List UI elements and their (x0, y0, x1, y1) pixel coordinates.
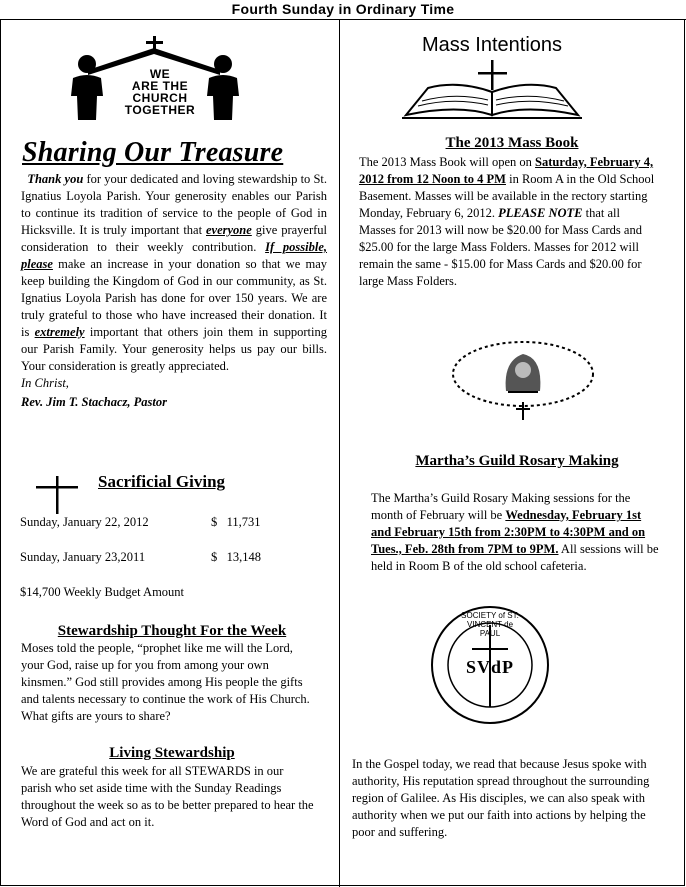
header-title: Fourth Sunday in Ordinary Time (231, 1, 455, 17)
massbook-body (359, 154, 659, 290)
giving-title (98, 471, 225, 493)
treasure-text-2: give prayerful consideration to their weekly contribution. (21, 223, 327, 254)
logo-line-3: CHURCH (132, 91, 188, 105)
massbook-text-1: The 2013 Mass Book will open on (359, 155, 536, 169)
giving-title-text: Sacrificial Giving (98, 472, 226, 491)
giving-row-2-date: Sunday, January 23,2011 (20, 550, 146, 564)
treasure-text-4: important that others join them in supporting our Parish Family. Your generosity helps us pay our bills. Your consideration is greatly appreciated. (21, 325, 327, 373)
logo-line-1: WE (149, 67, 171, 81)
thought-title-text: Stewardship Thought For the Week (57, 623, 287, 639)
rosary-text-1: The Martha’s Guild Rosary Making sessions for the month of February will be (371, 491, 631, 522)
logo-line-2: ARE THE (131, 79, 189, 93)
rosary-image (448, 336, 598, 426)
giving-row-2-amount: $ 13,148 (211, 550, 261, 564)
svdp-ring-text: SOCIETY of ST. VINCENT de PAUL (461, 611, 519, 638)
column-divider (339, 19, 340, 887)
treasure-everyone: everyone (206, 223, 252, 237)
treasure-if-possible: If possible, please (21, 240, 327, 271)
gospel-body: In the Gospel today, we read that because Jesus spoke with authority, His reputation spread throughout the surrounding region of Galilee. As His disciples, we can also speak with authority when we put our faith into actions by helping the poor and suffering. (352, 757, 650, 839)
thought-body: Moses told the people, “prophet like me will the Lord, your God, raise up for you from among your own kinsmen.” God still provides among His people the gifts and talents necessary to continue the work of His Church. What gifts are yours to share? (21, 641, 310, 723)
treasure-thank-you: Thank you (27, 172, 84, 186)
living-body: We are grateful this week for all STEWARDS in our parish who set aside time with the Sunday Readings throughout the week so as to be better prepared to hear the Word of God and act on it. (21, 764, 314, 829)
massbook-title (352, 134, 672, 153)
giving-row-1-amount: $ 11,731 (211, 515, 261, 529)
treasure-text-3: make an increase in your donation so that we may keep building the Kingdom of God in our community, as St. Ignatius Loyola Parish has done for over 150 years. We are truly grateful to those who have increased their donation. It is (21, 257, 327, 339)
massbook-title-text: The 2013 Mass Book (445, 135, 579, 151)
treasure-title: Sharing Our Treasure (22, 137, 284, 168)
living-title (22, 744, 322, 763)
page-header (0, 0, 686, 20)
massbook-text-2: in Room A in the Old School Basement. Masses will be available in the rectory starting Monday, February 6, 2012. (359, 172, 655, 220)
cross-icon (36, 476, 78, 514)
church-together-logo (60, 34, 260, 124)
logo-text (110, 68, 210, 116)
living-title-text: Living Stewardship (109, 745, 235, 761)
rosary-body (371, 490, 663, 575)
rosary-text-2: All sessions will be held in Room B of the old school cafeteria. (371, 542, 659, 573)
thought-title (22, 622, 322, 641)
open-book-cross-icon (398, 60, 588, 120)
treasure-body (21, 171, 327, 411)
giving-row-1-date: Sunday, January 22, 2012 (20, 515, 149, 529)
logo-line-4: TOGETHER (124, 103, 196, 117)
treasure-closing: In Christ, (21, 376, 69, 390)
rosary-title (352, 452, 682, 471)
treasure-extremely: extremely (34, 325, 85, 339)
massbook-please-note: PLEASE NOTE (498, 206, 583, 220)
rosary-dates: Wednesday, February 1st and February 15th from 2:30PM to 4:30PM and on Tues., Feb. 28th from 7PM to 9PM. (371, 508, 646, 556)
giving-budget: $14,700 Weekly Budget Amount (20, 585, 185, 599)
massbook-text-3: that all Masses for 2013 will now be $20.00 for Mass Cards and $25.00 for the large Mass Folders. Masses for 2012 will remain the same - $15.00 for Mass Cards and $20.00 for large Mass Folders. (359, 206, 642, 288)
svdp-seal (428, 603, 552, 727)
treasure-signature: Rev. Jim T. Stachacz, Pastor (21, 395, 167, 409)
svdp-letters: SVdP (465, 657, 514, 677)
massbook-open-date: Saturday, February 4, 2012 from 12 Noon to 4 PM (359, 155, 654, 186)
mass-intentions-title: Mass Intentions (421, 34, 563, 56)
treasure-text-1: for your dedicated and loving stewardship to St. Ignatius Loyola Parish. Your generosity enables our Parish to continue its tradition of service to the people of God in Hicksville. It is truly important that (21, 172, 328, 237)
rosary-title-text: Martha’s Guild Rosary Making (415, 453, 619, 469)
